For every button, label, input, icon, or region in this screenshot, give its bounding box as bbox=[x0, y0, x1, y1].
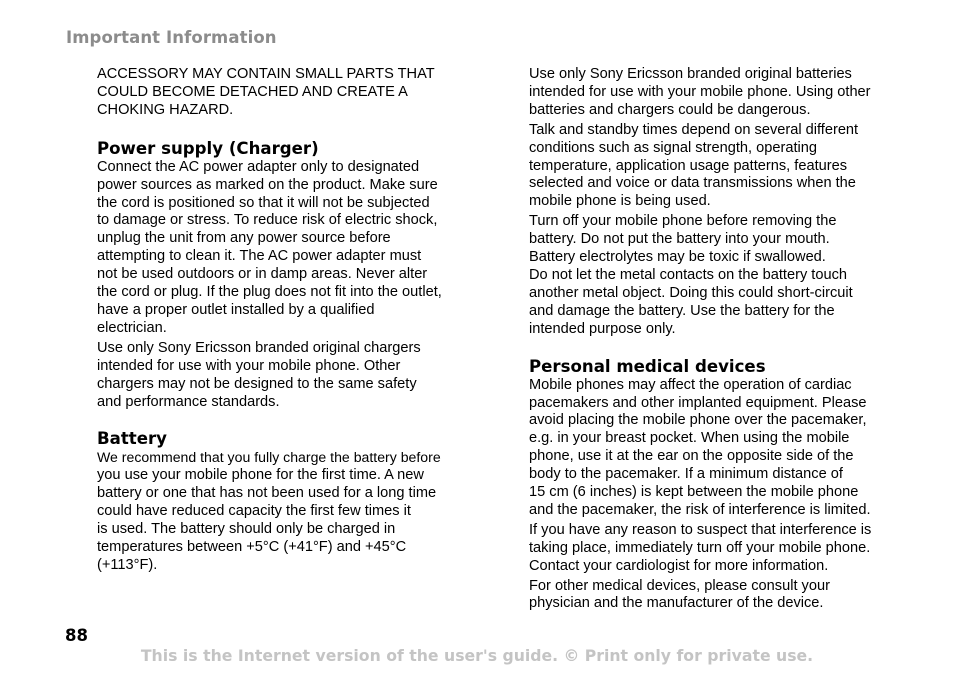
page-number: 88 bbox=[65, 626, 88, 645]
original-batteries-paragraph: Use only Sony Ericsson branded original batteries intended for use with your mobile phone. Using other batteries and chargers could be dangerous. bbox=[529, 66, 871, 118]
power-supply-heading: Power supply (Charger) bbox=[97, 138, 319, 158]
right-column bbox=[529, 66, 909, 613]
interference-paragraph: If you have any reason to suspect that interference is taking place, immediately turn off your mobile phone. Contact your cardiologist for more information. bbox=[529, 521, 872, 574]
power-supply-paragraph: Connect the AC power adapter only to designated power sources as marked on the product. Make sure the cord is positioned so that it will not be subjected to damage or stress. To reduce risk of electric shock, unplug the unit from any power source before attempting to clean it. The AC power adapter must not be used outdoors or in damp areas. Never alter the cord or plug. If the plug does not fit into the outlet, have a proper outlet installed by a qualified electrician. bbox=[97, 158, 442, 336]
medical-devices-heading: Personal medical devices bbox=[529, 356, 766, 376]
footer-notice: This is the Internet version of the user's guide. © Print only for private use. bbox=[140, 646, 814, 665]
battery-removal-paragraph: Turn off your mobile phone before removing the battery. Do not put the battery into your mouth. Battery electrolytes may be toxic if swallowed. Do not let the metal contacts on the battery touch another metal object. Doing this could short-circuit and damage the battery. Use the battery for the intended purpose only. bbox=[529, 213, 853, 337]
pacemaker-paragraph: Mobile phones may affect the operation of cardiac pacemakers and other implanted equipment. Please avoid placing the mobile phone over the pacemaker, e.g. in your breast pocket. When using the mobile phone, use it at the ear on the opposite side of the body to the pacemaker. If a minimum distance of 15 cm (6 inches) is kept between the mobile phone and the pacemaker, the risk of interference is limited. bbox=[529, 376, 871, 518]
choking-hazard-warning: ACCESSORY MAY CONTAIN SMALL PARTS THAT COULD BECOME DETACHED AND CREATE A CHOKING HAZARD. bbox=[97, 66, 435, 118]
charger-paragraph: Use only Sony Ericsson branded original chargers intended for use with your mobile phone. Other chargers may not be designed to the same safety and performance standards. bbox=[97, 339, 421, 410]
other-devices-paragraph: For other medical devices, please consult your physician and the manufacturer of the device. bbox=[529, 577, 830, 612]
battery-paragraph-first-line: We recommend that you fully charge the battery before bbox=[97, 449, 441, 466]
battery-heading: Battery bbox=[97, 429, 167, 449]
battery-paragraph: you use your mobile phone for the first time. A new battery or one that has not been used for a long time could have reduced capacity the first few times it is used. The battery should only be charged in temperatures between +5°C (+41°F) and +45°C (+113°F). bbox=[97, 467, 437, 573]
section-header: Important Information bbox=[66, 28, 277, 47]
talk-standby-paragraph: Talk and standby times depend on several different conditions such as signal strength, operating temperature, application usage patterns, features selected and voice or data transmissions when the mobile phone is being used. bbox=[529, 121, 859, 210]
left-column bbox=[97, 66, 477, 575]
